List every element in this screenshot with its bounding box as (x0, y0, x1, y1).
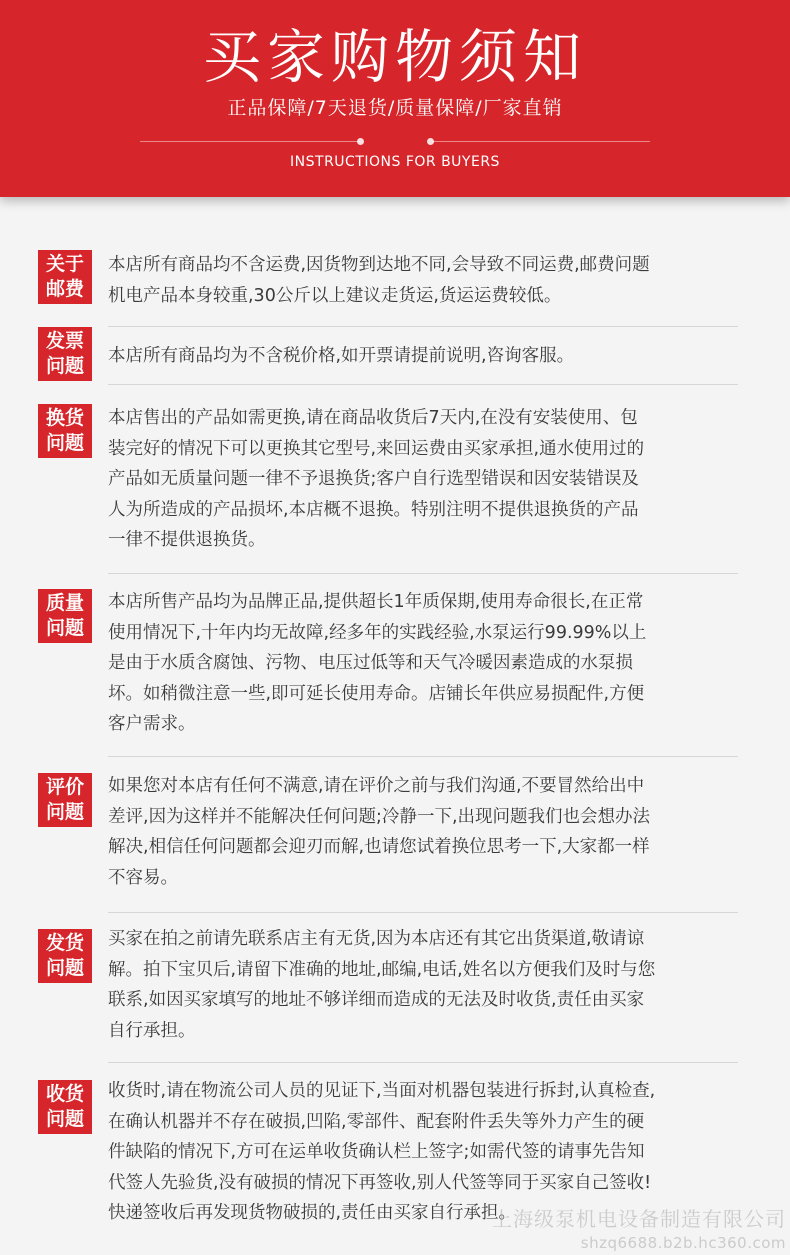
section-label: 评价 问题 (38, 773, 92, 827)
section-divider (108, 756, 738, 757)
section-label: 质量 问题 (38, 589, 92, 643)
section-text: 如果您对本店有任何不满意,请在评价之前与我们沟通,不要冒然给出中 差评,因为这样并不能解决任何问题;冷静一下,出现问题我们也会想办法 解决,相信任何问题都会迎刃而解,也请您试着换位思考一下,大家都一样 不容易。 (108, 776, 651, 888)
section-label: 发货 问题 (38, 929, 92, 983)
section-divider (108, 1062, 738, 1063)
english-title: INSTRUCTIONS FOR BUYERS (290, 154, 500, 170)
section-text: 本店所有商品均不含运费,因货物到达地不同,会导致不同运费,邮费问题 机电产品本身较重,30公斤以上建议走货运,货运运费较低。 (108, 255, 650, 306)
section-label: 收货 问题 (38, 1080, 92, 1134)
section-label: 发票 问题 (38, 327, 92, 381)
watermark-company: 上海级泵机电设备制造有限公司 (492, 1207, 786, 1231)
watermark-url: shzq6688.b2b.hc360.com (580, 1234, 786, 1252)
section-divider (108, 326, 738, 327)
watermark (492, 1207, 786, 1255)
section-label: 换货 问题 (38, 404, 92, 458)
section-divider (108, 912, 738, 913)
decorative-line-right (432, 141, 650, 142)
section-text: 本店所有商品均为不含税价格,如开票请提前说明,咨询客服。 (108, 346, 575, 366)
section-divider (108, 573, 738, 574)
section-text: 买家在拍之前请先联系店主有无货,因为本店还有其它出货渠道,敬请谅 解。拍下宝贝后,请留下准确的地址,邮编,电话,姓名以方便我们及时与您 联系,如因买家填写的地址不够详细而造成的无法及时收货,责任由买家 自行承担。 (108, 929, 656, 1041)
page-title: 买家购物须知 (202, 23, 587, 91)
section-text: 本店售出的产品如需更换,请在商品收货后7天内,在没有安装使用、包 装完好的情况下可以更换其它型号,来回运费由买家承担,通水使用过的 产品如无质量问题一律不予退换货;客户自行选型错误和因安装错误及 人为所造成的产品损坏,本店概不退换。特别注明不提供退换货的产品 一律不提供退换货。 (108, 408, 645, 550)
decorative-dot-left (357, 138, 364, 145)
section-divider (108, 384, 738, 385)
section-text: 本店所售产品均为品牌正品,提供超长1年质保期,使用寿命很长,在正常 使用情况下,十年内均无故障,经多年的实践经验,水泵运行99.99%以上 是由于水质含腐蚀、污物、电压过低等和天气冷暖因素造成的水泵损 坏。如稍微注意一些,即可延长使用寿命。店铺长年供应易损配件,方便 客户需求。 (108, 592, 647, 734)
decorative-line-left (140, 141, 360, 142)
page-subtitle: 正品保障/7天退货/质量保障/厂家直销 (227, 97, 563, 119)
section-text: 收货时,请在物流公司人员的见证下,当面对机器包装进行拆封,认真检查, 在确认机器并不存在破损,凹陷,零部件、配套附件丢失等外力产生的硬 件缺陷的情况下,方可在运单收货确认栏上签字;如需代签的请事先告知 代签人先验货,没有破损的情况下再签收,别人代签等同于买家自己签收! 快递签收后再发现货物破损的,责任由买家自行承担。 (108, 1081, 656, 1223)
section-label: 关于 邮费 (38, 250, 92, 304)
header-banner (0, 0, 790, 197)
